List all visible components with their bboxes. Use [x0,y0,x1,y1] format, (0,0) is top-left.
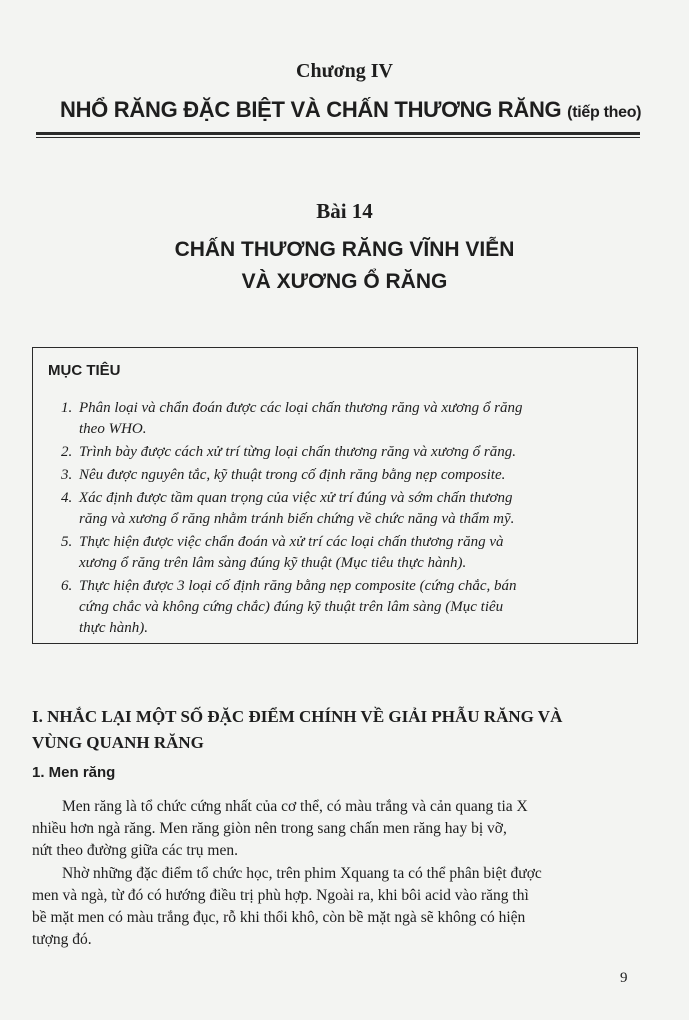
objective-text: Trình bày được cách xử trí từng loại chấn thương răng và xương ổ răng. [79,444,516,460]
chapter-rule-thin [36,137,640,138]
lesson-title [0,234,689,298]
objective-number: 4. [61,490,73,506]
objective-number: 6. [61,578,73,594]
objective-number: 3. [61,467,73,483]
objective-text: Thực hiện được việc chẩn đoán và xử trí các loại chấn thương răng và xương ổ răng trên lâm sàng đúng kỹ thuật (Mục tiêu thực hành). [79,534,504,571]
objectives-box [32,347,638,644]
body-paragraph-2: Nhờ những đặc điểm tổ chức học, trên phim Xquang ta có thể phân biệt được men và ngà, từ đó có hướng điều trị phù hợp. Ngoài ra, khi bôi acid vào răng thì bề mặt men có màu trắng đục, rỗ khi thổi khô, còn bề mặt ngà sẽ không có hiện tượng đó. [32,865,542,948]
objective-item [61,442,635,463]
objective-item [61,398,635,440]
objective-item [61,488,635,530]
chapter-rule-thick [36,132,640,135]
objective-number: 5. [61,534,73,550]
objectives-list [61,398,635,641]
chapter-continued: (tiếp theo) [567,104,642,121]
chapter-title-text: NHỔ RĂNG ĐẶC BIỆT VÀ CHẤN THƯƠNG RĂNG [60,97,562,122]
objective-text: Nêu được nguyên tắc, kỹ thuật trong cố định răng bằng nẹp composite. [79,467,506,483]
lesson-title-line-2: VÀ XƯƠNG Ổ RĂNG [241,270,448,293]
objectives-heading: MỤC TIÊU [48,362,121,379]
section-heading: I. NHẮC LẠI MỘT SỐ ĐẶC ĐIỂM CHÍNH VỀ GIẢI PHẪU RĂNG VÀ VÙNG QUANH RĂNG [32,707,563,752]
objective-text: Xác định được tầm quan trọng của việc xử trí đúng và sớm chấn thương răng và xương ổ răng nhằm tránh biến chứng về chức năng và thẩm mỹ. [79,490,515,527]
page-number: 9 [620,970,628,986]
body-paragraph-1: Men răng là tổ chức cứng nhất của cơ thể, có màu trắng và cản quang tia X nhiều hơn ngà răng. Men răng giòn nên trong sang chấn men răng hay bị vỡ, nứt theo đường giữa các trụ men. [32,798,528,859]
objective-item [61,576,635,639]
objective-text: Thực hiện được 3 loại cố định răng bằng nẹp composite (cứng chắc, bán cứng chắc và không cứng chắc) đúng kỹ thuật trên lâm sàng (Mục tiêu thực hành). [79,578,517,636]
lesson-number: Bài 14 [316,199,373,223]
subsection-heading: 1. Men răng [32,764,116,781]
chapter-title [60,97,641,123]
objective-number: 2. [61,444,73,460]
objective-item [61,532,635,574]
objective-number: 1. [61,400,73,416]
lesson-title-line-1: CHẤN THƯƠNG RĂNG VĨNH VIỄN [174,238,515,261]
objective-text: Phân loại và chẩn đoán được các loại chấn thương răng và xương ổ răng theo WHO. [79,400,523,437]
chapter-number: Chương IV [296,60,393,82]
objective-item [61,465,635,486]
